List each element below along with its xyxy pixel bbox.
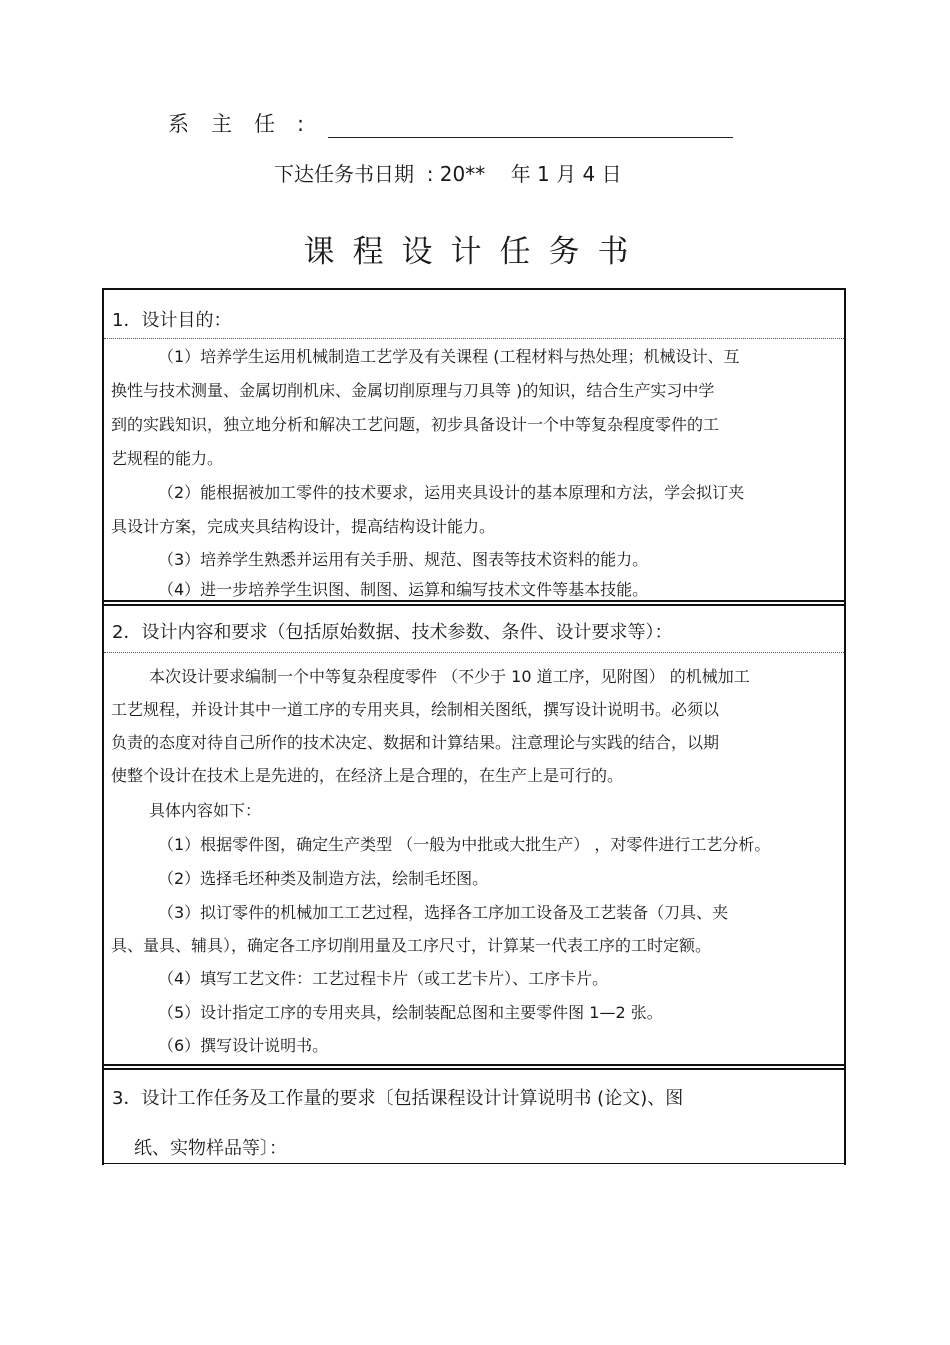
section-2-line: 负责的态度对待自己所作的技术决定、数据和计算结果。注意理论与实践的结合，以期: [111, 733, 720, 752]
section-3-heading: 3．设计工作任务及工作量的要求〔包括课程设计计算说明书 (论文)、图: [112, 1088, 684, 1109]
task-form-table: [102, 288, 846, 1165]
section-2-line: 使整个设计在技术上是先进的，在经济上是合理的，在生产上是可行的。: [111, 766, 624, 785]
section-separator: [104, 604, 844, 606]
section-2-line: （1）根据零件图，确定生产类型 （一般为中批或大批生产） ，对零件进行工艺分析。: [158, 835, 771, 854]
section-3-heading-continued: 纸、实物样品等〕：: [134, 1138, 287, 1159]
section-2-line: （4）填写工艺文件：工艺过程卡片（或工艺卡片）、工序卡片。: [158, 969, 609, 988]
section-1-heading: 1．设计目的：: [112, 310, 232, 331]
section-2-line: （6）撰写设计说明书。: [158, 1036, 329, 1055]
section-1-line: （3）培养学生熟悉并运用有关手册、规范、图表等技术资料的能力。: [158, 550, 649, 569]
section-2-line: 具、量具、辅具），确定各工序切削用量及工序尺寸，计算某一代表工序的工时定额。: [111, 936, 712, 955]
issue-date: 下达任务书日期 : 20** 年 1 月 4 日: [274, 162, 622, 186]
section-1-line: 艺规程的能力。: [111, 449, 224, 468]
section-2-line: （5）设计指定工序的专用夹具，绘制装配总图和主要零件图 1—2 张。: [158, 1003, 663, 1022]
section-2-line: 本次设计要求编制一个中等复杂程度零件 （不少于 10 道工序，见附图） 的机械加工: [149, 667, 750, 686]
director-signature-line: [328, 111, 733, 138]
section-separator: [104, 1064, 844, 1066]
section-2-heading: 2．设计内容和要求（包括原始数据、技术参数、条件、设计要求等）：: [112, 622, 673, 643]
section-1-line: 到的实践知识，独立地分析和解决工艺问题，初步具备设计一个中等复杂程度零件的工: [111, 415, 720, 434]
section-separator: [104, 600, 844, 602]
section-2-line: 具体内容如下：: [149, 801, 262, 820]
section-1-line: 换性与技术测量、金属切削机床、金属切削原理与刀具等 )的知识，结合生产实习中学: [111, 381, 715, 400]
section-2-line: （2）选择毛坯种类及制造方法，绘制毛坯图。: [158, 869, 489, 888]
section-1-line: （4）进一步培养学生识图、制图、运算和编写技术文件等基本技能。: [158, 580, 649, 599]
section-1-line: （2）能根据被加工零件的技术要求，运用夹具设计的基本原理和方法，学会拟订夹: [158, 483, 745, 502]
divider: [104, 338, 844, 339]
section-2-line: （3）拟订零件的机械加工工艺过程，选择各工序加工设备及工艺装备（刀具、夹: [158, 903, 729, 922]
section-separator: [104, 1068, 844, 1070]
page-title: 课程设计任务书: [303, 234, 647, 270]
director-label: 系主任:: [168, 112, 327, 136]
section-2-line: 工艺规程，并设计其中一道工序的专用夹具，绘制相关图纸，撰写设计说明书。必须以: [111, 700, 720, 719]
section-1-line: （1）培养学生运用机械制造工艺学及有关课程 (工程材料与热处理；机械设计、互: [158, 347, 740, 366]
director-row: [168, 108, 733, 138]
section-1-line: 具设计方案，完成夹具结构设计，提高结构设计能力。: [111, 517, 496, 536]
divider: [104, 652, 844, 653]
form-bottom-edge: [104, 1163, 844, 1164]
